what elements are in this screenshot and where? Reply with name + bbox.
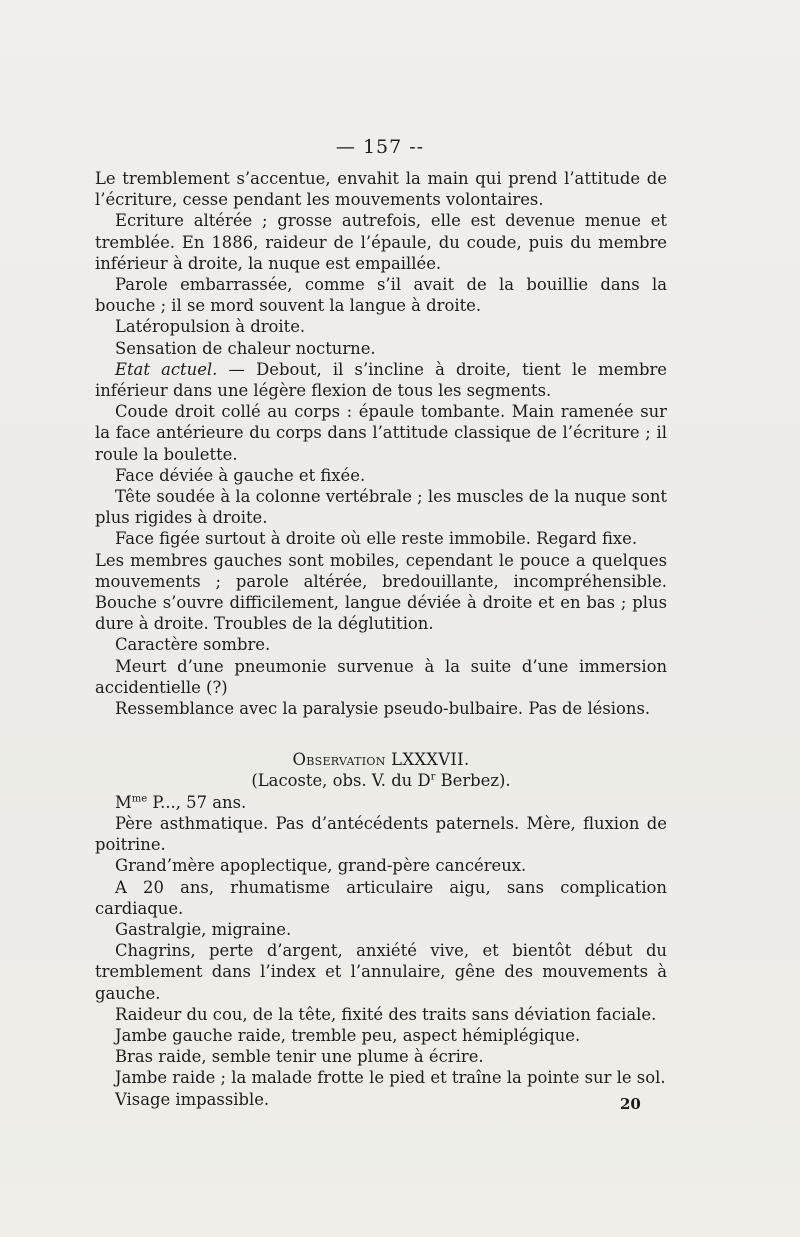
paragraph: Jambe gauche raide, tremble peu, aspect hémiplégique. — [115, 1025, 581, 1045]
paragraph: Face figée surtout à droite où elle reste immobile. Regard fixe. — [115, 529, 638, 549]
paragraph: Bras raide, semble tenir une plume à écrire. — [115, 1047, 484, 1067]
paragraph-etat-actuel — [95, 359, 667, 401]
paragraph: Ecriture altérée ; grosse autrefois, elle est devenue menue et tremblée. En 1886, raideur de l’épaule, du coude, puis du membre inférieur à droite, la nuque est empaillée. — [95, 211, 667, 273]
paragraph: Sensation de chaleur nocturne. — [115, 338, 376, 358]
source-sup: r — [430, 772, 436, 784]
paragraph: Gastralgie, migraine. — [115, 919, 292, 939]
source-text: (Lacoste, obs. V. du D — [251, 771, 431, 791]
source-text-end: Berbez). — [435, 771, 511, 791]
observation-title: Observation LXXXVII. — [292, 750, 470, 770]
paragraph: Les membres gauches sont mobiles, cependant le pouce a quelques mouvements ; parole altérée, bredouillante, incompréhensible. Bouche s’ouvre difficilement, langue déviée à droite et en bas ; plus dure à droite. Troubles de la déglutition. — [95, 550, 667, 634]
paragraph: Visage impassible. — [115, 1089, 270, 1109]
paragraph: Ressemblance avec la paralysie pseudo-bulbaire. Pas de lésions. — [115, 699, 651, 719]
body-text — [95, 168, 667, 1110]
page-number: — 157 -- — [335, 136, 425, 158]
paragraph: Père asthmatique. Pas d’antécédents paternels. Mère, fluxion de poitrine. — [95, 813, 667, 855]
patient-info: P..., 57 ans. — [147, 792, 247, 812]
section-a — [95, 168, 667, 401]
paragraph: Jambe raide ; la malade frotte le pied et traîne la pointe sur le sol. — [115, 1068, 666, 1088]
patient-title: M — [115, 792, 132, 812]
signature-mark: 20 — [620, 1095, 641, 1113]
paragraph: Meurt d’une pneumonie survenue à la suite d’une immersion accidentielle (?) — [95, 656, 667, 697]
paragraph: Parole embarrassée, comme s’il avait de la bouillie dans la bouche ; il se mord souvent la langue à droite. — [95, 275, 667, 316]
patient-line — [95, 792, 667, 813]
section-c — [95, 813, 667, 1110]
paragraph: Raideur du cou, de la tête, fixité des traits sans déviation faciale. — [115, 1004, 657, 1024]
patient-title-sup: me — [131, 793, 148, 805]
paragraph: Tête soudée à la colonne vertébrale ; les muscles de la nuque sont plus rigides à droite. — [95, 487, 667, 528]
paragraph: Caractère sombre. — [115, 635, 271, 655]
section-b — [95, 401, 667, 719]
paragraph: Le tremblement s’accentue, envahit la main qui prend l’attitude de l’écriture, cesse pendant les mouvements volontaires. — [95, 169, 667, 210]
etat-text: — Debout, il s’incline à droite, tient le membre inférieur dans une légère flexion de tous les segments. — [95, 359, 667, 401]
paragraph: Latéropulsion à droite. — [115, 317, 306, 337]
paragraph: Grand’mère apoplectique, grand-père cancéreux. — [115, 856, 527, 876]
paragraph: Face déviée à gauche et fixée. — [115, 465, 366, 485]
paragraph: A 20 ans, rhumatisme articulaire aigu, sans complication cardiaque. — [95, 877, 667, 918]
etat-label: Etat actuel. — [115, 359, 218, 379]
paragraph: Chagrins, perte d’argent, anxiété vive, et bientôt début du tremblement dans l’index et l’annulaire, gêne des mouvements à gauche. — [95, 941, 667, 1003]
paragraph: Coude droit collé au corps : épaule tombante. Main ramenée sur la face antérieure du corps dans l’attitude classique de l’écriture ; il roule la boulette. — [95, 402, 667, 464]
observation-source — [95, 770, 667, 791]
